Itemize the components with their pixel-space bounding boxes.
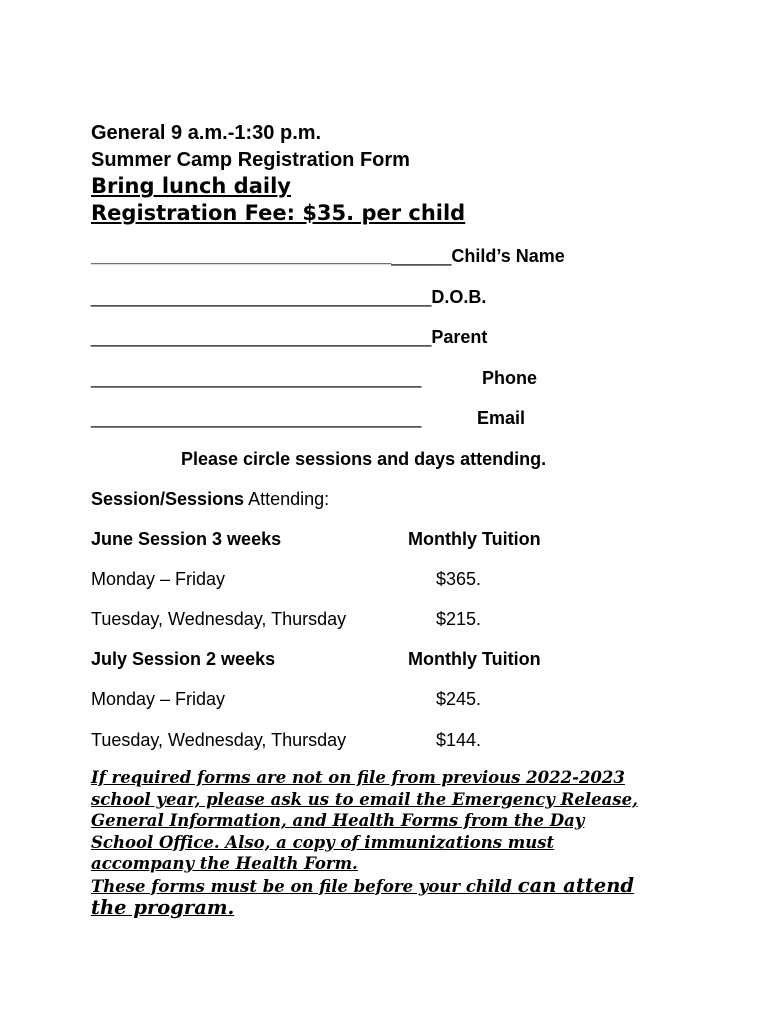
- july-row-days: Monday – Friday: [91, 689, 226, 709]
- field-child-name[interactable]: [91, 246, 565, 267]
- notice-line: the program.: [91, 896, 235, 919]
- notice-line: If required forms are not on file from previous 2022-2023: [91, 768, 625, 787]
- july-row-price: $245.: [436, 689, 482, 709]
- notice-line: school year, please ask us to email the Emergency Release,: [91, 789, 638, 809]
- field-phone[interactable]: [91, 368, 421, 389]
- field-line-extension: ______: [391, 246, 452, 266]
- field-parent[interactable]: [91, 327, 487, 348]
- lunch-notice: Bring lunch daily: [91, 174, 291, 198]
- field-label: D.O.B.: [431, 287, 487, 307]
- notice-line-end: can attend: [517, 873, 635, 897]
- field-line: _________________________________: [91, 368, 422, 388]
- field-line: _________________________________: [91, 408, 422, 428]
- june-row-days: Tuesday, Wednesday, Thursday: [91, 609, 347, 629]
- field-dob[interactable]: [91, 287, 486, 308]
- form-title: Summer Camp Registration Form: [91, 149, 410, 171]
- field-label: Parent: [431, 327, 488, 347]
- notice-line: accompany the Health Form.: [91, 854, 358, 873]
- notice-line: School Office. Also, a copy of immunizations must: [91, 832, 555, 852]
- notice-line: General Information, and Health Forms from the Day: [91, 811, 585, 830]
- session-heading: [91, 489, 329, 510]
- instructions: Please circle sessions and days attending.: [181, 449, 547, 469]
- field-email[interactable]: [91, 408, 421, 429]
- registration-fee: Registration Fee: $35. per child: [91, 201, 466, 225]
- forms-notice: [91, 767, 701, 919]
- july-row-days: Tuesday, Wednesday, Thursday: [91, 730, 347, 750]
- july-row-price: $144.: [436, 730, 482, 750]
- field-line: __________________________________: [91, 327, 432, 347]
- field-label-phone: Phone: [482, 368, 538, 388]
- field-label: Child’s Name: [451, 246, 565, 266]
- notice-line: [91, 875, 701, 898]
- session-heading-rest: Attending:: [244, 489, 330, 509]
- june-tuition-header: Monthly Tuition: [408, 529, 541, 549]
- june-row-days: Monday – Friday: [91, 569, 226, 589]
- notice-line-start: These forms must be on file before your child: [91, 876, 518, 896]
- june-row-price: $215.: [436, 609, 482, 629]
- session-heading-bold: Session/Sessions: [91, 489, 245, 509]
- field-line: ______________________________: [91, 246, 392, 266]
- june-session-title: June Session 3 weeks: [91, 529, 282, 549]
- july-tuition-header: Monthly Tuition: [408, 649, 541, 669]
- field-line: __________________________________: [91, 287, 432, 307]
- field-label-email: Email: [477, 408, 526, 428]
- june-row-price: $365.: [436, 569, 482, 589]
- hours-heading: General 9 a.m.-1:30 p.m.: [91, 122, 322, 144]
- july-session-title: July Session 2 weeks: [91, 649, 276, 669]
